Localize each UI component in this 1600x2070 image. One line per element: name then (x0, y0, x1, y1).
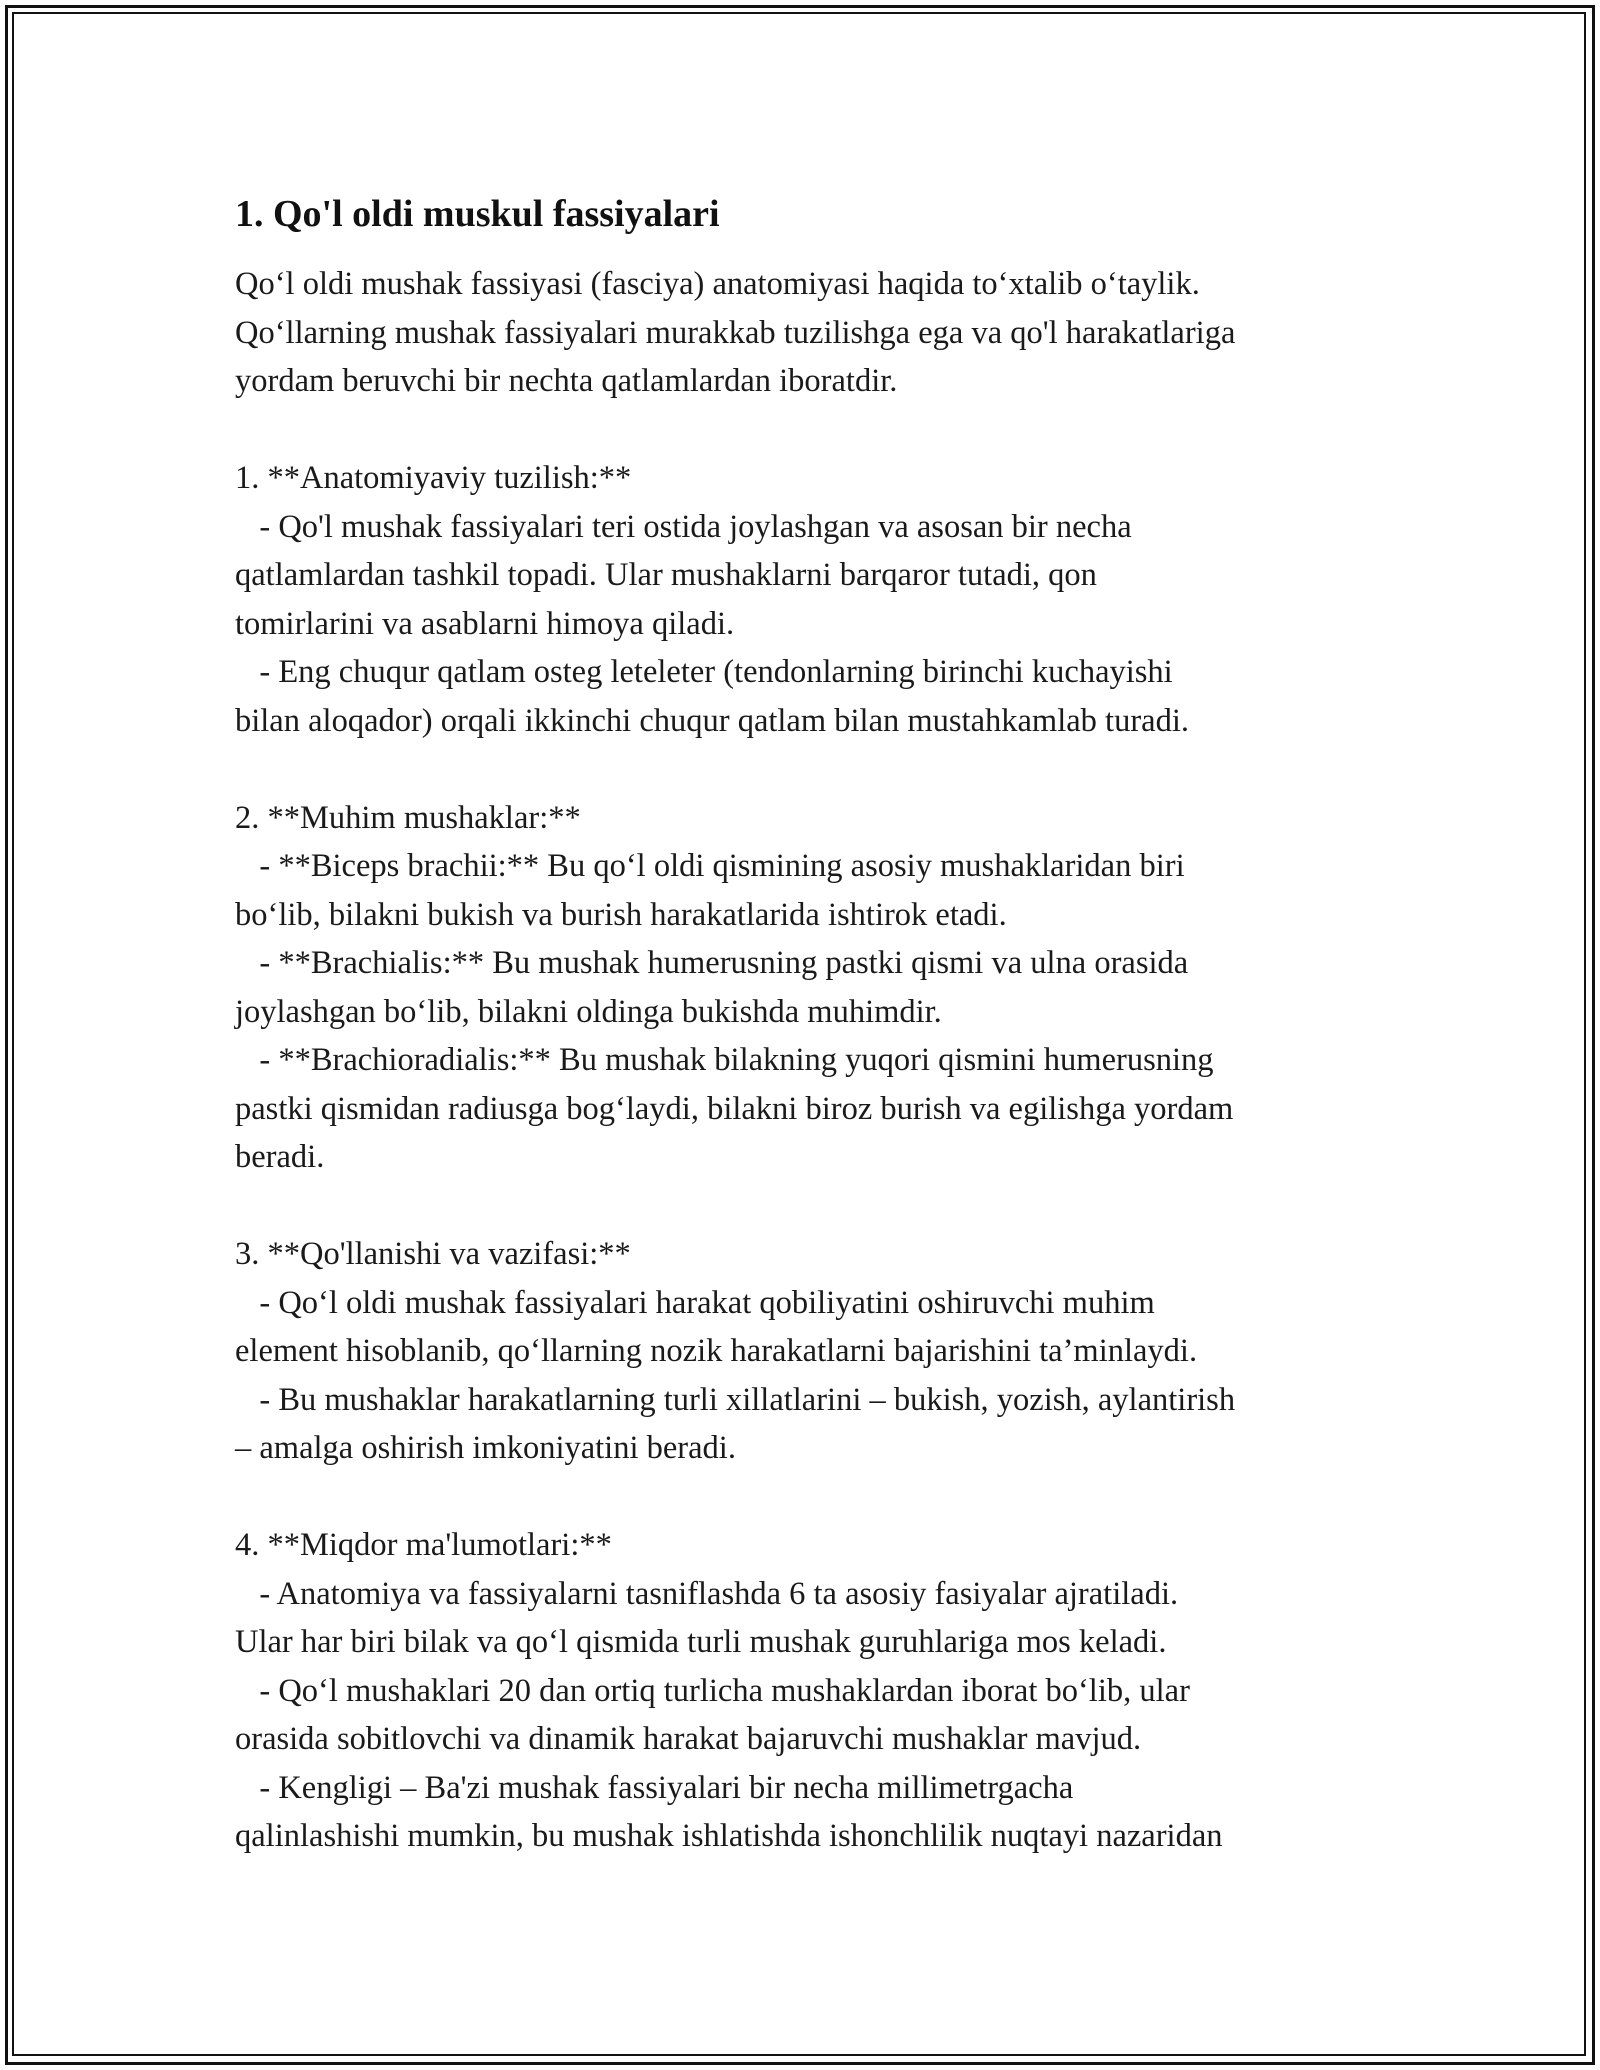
section-text-line: tomirlarini va asablarni himoya qiladi. (235, 605, 735, 642)
section-muhim-mushaklar (235, 794, 1375, 1182)
section-text-line: - Kengligi – Ba'zi mushak fassiyalari bir necha millimetrgacha (235, 1769, 1074, 1806)
section-text-line: - Qo‘l oldi mushak fassiyalari harakat qobiliyatini oshiruvchi muhim (235, 1284, 1155, 1321)
paragraph-gap (235, 406, 1375, 455)
document-title: 1. Qo'l oldi muskul fassiyalari (235, 193, 720, 235)
section-text-line: beradi. (235, 1139, 325, 1175)
section-text-line: qalinlashishi mumkin, bu mushak ishlatishda ishonchlilik nuqtayi nazaridan (235, 1818, 1223, 1854)
intro-paragraph (235, 260, 1375, 406)
document-body (235, 186, 1375, 1861)
section-text-line: - Eng chuqur qatlam osteg leteleter (tendonlarning birinchi kuchayishi (235, 654, 1173, 690)
section-text-line: joylashgan bo‘lib, bilakni oldinga bukishda muhimdir. (235, 993, 942, 1030)
section-heading-line: 1. **Anatomiyaviy tuzilish:** (235, 460, 632, 496)
section-heading-line: 4. **Miqdor ma'lumotlari:** (235, 1527, 612, 1563)
section-text-line: - Qo'l mushak fassiyalari teri ostida joylashgan va asosan bir necha (235, 508, 1132, 545)
paragraph-gap (235, 1182, 1375, 1231)
section-text-line: bilan aloqador) orqali ikkinchi chuqur qatlam bilan mustahkamlab turadi. (235, 702, 1189, 739)
section-text-line: qatlamlardan tashkil topadi. Ular mushaklarni barqaror tutadi, qon (235, 557, 1097, 593)
intro-line: yordam beruvchi bir nechta qatlamlardan iboratdir. (235, 363, 898, 399)
section-anatomiyaviy-tuzilish (235, 454, 1375, 745)
section-text-line: - **Biceps brachii:** Bu qo‘l oldi qismining asosiy mushaklaridan biri (235, 848, 1185, 884)
section-text-line: - Qo‘l mushaklari 20 dan ortiq turlicha mushaklardan iborat bo‘lib, ular (235, 1672, 1190, 1709)
section-miqdor-malumotlari (235, 1521, 1375, 1861)
section-text-line: - Anatomiya va fassiyalarni tasniflashda 6 ta asosiy fasiyalar ajratiladi. (235, 1575, 1179, 1612)
paragraph-gap (235, 1473, 1375, 1522)
section-qollanishi-va-vazifasi (235, 1230, 1375, 1473)
paragraph-gap (235, 745, 1375, 794)
intro-line: Qo‘llarning mushak fassiyalari murakkab tuzilishga ega va qo'l harakatlariga (235, 314, 1236, 351)
section-text-line: - **Brachioradialis:** Bu mushak bilakning yuqori qismini humerusning (235, 1042, 1214, 1078)
section-text-line: – amalga oshirish imkoniyatini beradi. (235, 1430, 736, 1466)
section-heading-line: 2. **Muhim mushaklar:** (235, 799, 581, 836)
section-heading-line: 3. **Qo'llanishi va vazifasi:** (235, 1236, 631, 1272)
section-text-line: element hisoblanib, qo‘llarning nozik harakatlarni bajarishini ta’minlaydi. (235, 1333, 1198, 1369)
section-text-line: bo‘lib, bilakni bukish va burish harakatlarida ishtirok etadi. (235, 896, 1007, 933)
intro-line: Qo‘l oldi mushak fassiyasi (fasciya) anatomiyasi haqida to‘xtalib o‘taylik. (235, 266, 1200, 302)
section-text-line: orasida sobitlovchi va dinamik harakat bajaruvchi mushaklar mavjud. (235, 1721, 1142, 1757)
section-text-line: Ular har biri bilak va qo‘l qismida turli mushak guruhlariga mos keladi. (235, 1624, 1167, 1660)
section-text-line: - **Brachialis:** Bu mushak humerusning pastki qismi va ulna orasida (235, 945, 1189, 981)
section-text-line: - Bu mushaklar harakatlarning turli xillatlarini – bukish, yozish, aylantirish (235, 1381, 1236, 1418)
section-text-line: pastki qismidan radiusga bog‘laydi, bilakni biroz burish va egilishga yordam (235, 1090, 1234, 1127)
